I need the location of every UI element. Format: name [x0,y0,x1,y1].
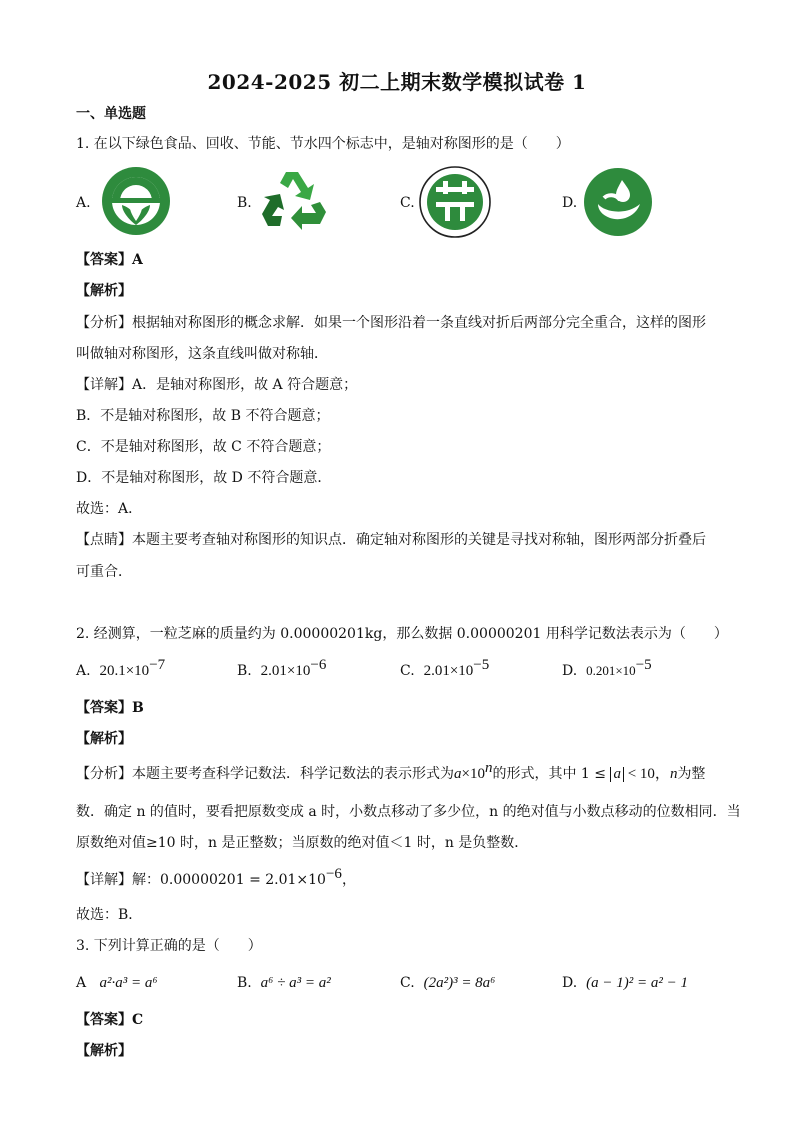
q2-detail [76,866,356,890]
q1-choose: 故选：A． [76,501,143,517]
q2-detail-text: 【详解】解：0.00000201 = 2.01×10 [76,872,326,888]
q2-analysis-line-2: 数．确定 n 的值时，要看把原数变成 a 时，小数点移动了多少位，n 的绝对值与小数点移动的位数相同．当 [76,804,741,820]
q2-option-b-base: 2.01×10 [260,663,311,679]
recycle-logo-icon [258,166,330,236]
q2-option-d-exp: −5 [635,657,652,673]
q3-option-a-expr: a²·a³ = a⁶ [99,975,158,991]
q2-option-c-exp: −5 [473,657,490,673]
q1-jiexi: 【解析】 [76,283,132,299]
q2-jiexi: 【解析】 [76,731,132,747]
q2-option-d-base: 0.201×10 [586,663,636,678]
q1-analysis-line-1: 【分析】根据轴对称图形的概念求解．如果一个图形沿着一条直线对折后两部分完全重合，这样的图形 [76,315,706,331]
q2-analysis-var-n-exp: n [484,760,493,776]
q2-option-d [562,657,652,681]
q1-detail-line-3: C．不是轴对称图形，故 C 不符合题意； [76,439,331,455]
q3-option-a-label: A [76,975,87,991]
q2-option-b-label: B. [237,663,252,679]
q3-option-c-label: C. [400,975,415,991]
q3-option-c-expr: (2a²)³ = 8a⁶ [423,975,496,991]
q3-option-d-expr: (a − 1)² = a² − 1 [586,975,688,991]
q2-option-a-exp: −7 [149,657,166,673]
q2-detail-comma: ， [341,872,356,888]
q1-detail-line-2: B．不是轴对称图形，故 B 不符合题意； [76,408,330,424]
water-saving-logo-icon [582,166,654,238]
q2-analysis-var-n: n [669,766,678,782]
q3-option-b [237,973,331,993]
q2-answer: 【答案】B [76,700,144,716]
q2-option-b-exp: −6 [310,657,327,673]
q2-analysis-text-3: 为整 [677,766,706,782]
q3-option-b-label: B. [237,975,252,991]
q2-analysis-text-2: 的形式，其中 1 ≤ [492,766,611,782]
q3-option-d [562,973,688,993]
q2-analysis-text-1: 【分析】本题主要考查科学记数法．科学记数法的表示形式为 [76,766,454,782]
q3-option-a [76,973,158,993]
q1-option-a-label: A. [76,195,91,211]
q3-option-b-expr: a⁶ ÷ a³ = a² [260,975,331,991]
q1-stem: 1. 在以下绿色食品、回收、节能、节水四个标志中，是轴对称图形的是（ ） [76,136,570,152]
q1-comment-line-2: 可重合． [76,564,132,580]
q2-option-a-base: 20.1×10 [99,663,150,679]
green-food-logo-icon [100,165,172,237]
q1-option-b-label: B. [237,195,252,211]
q2-choose: 故选：B． [76,907,143,923]
q1-detail-line-1: 【详解】A．是轴对称图形，故 A 符合题意； [76,377,358,393]
q2-option-a-label: A. [76,663,91,679]
q1-answer: 【答案】A [76,252,143,268]
q1-analysis-line-2: 叫做轴对称图形，这条直线叫做对称轴． [76,346,328,362]
q2-analysis-line-1 [76,760,706,784]
q2-analysis-times-ten: ×10 [461,766,485,782]
q1-detail-line-4: D．不是轴对称图形，故 D 不符合题意． [76,470,332,486]
q2-analysis-var-a: a [454,766,462,782]
q2-analysis-abs-a: a [610,767,624,782]
q3-jiexi: 【解析】 [76,1043,132,1059]
q2-analysis-less-ten: < 10， [623,766,670,782]
q3-option-c [400,973,495,993]
page-title: 2024-2025 初二上期末数学模拟试卷 1 [207,70,587,94]
q2-option-b [237,657,327,681]
q2-option-a [76,657,166,681]
q2-option-c-base: 2.01×10 [423,663,474,679]
q2-analysis-line-3: 原数绝对值≥10 时，n 是正整数；当原数的绝对值＜1 时，n 是负整数． [76,835,529,851]
q2-option-d-label: D. [562,663,578,679]
section-heading: 一、单选题 [76,106,146,122]
q3-answer: 【答案】C [76,1012,144,1028]
q3-option-d-label: D. [562,975,578,991]
q1-comment-line-1: 【点睛】本题主要考查轴对称图形的知识点．确定轴对称图形的关键是寻找对称轴，图形两部分折叠后 [76,532,706,548]
q2-stem: 2. 经测算，一粒芝麻的质量约为 0.00000201kg，那么数据 0.00000201 用科学记数法表示为（ ） [76,626,728,642]
q1-option-c-label: C. [400,195,415,211]
q2-detail-exp: −6 [325,866,342,882]
q2-option-c [400,657,490,681]
q2-option-c-label: C. [400,663,415,679]
energy-saving-logo-icon [418,165,492,239]
q3-stem: 3. 下列计算正确的是（ ） [76,938,262,954]
q1-option-d-label: D. [562,195,578,211]
